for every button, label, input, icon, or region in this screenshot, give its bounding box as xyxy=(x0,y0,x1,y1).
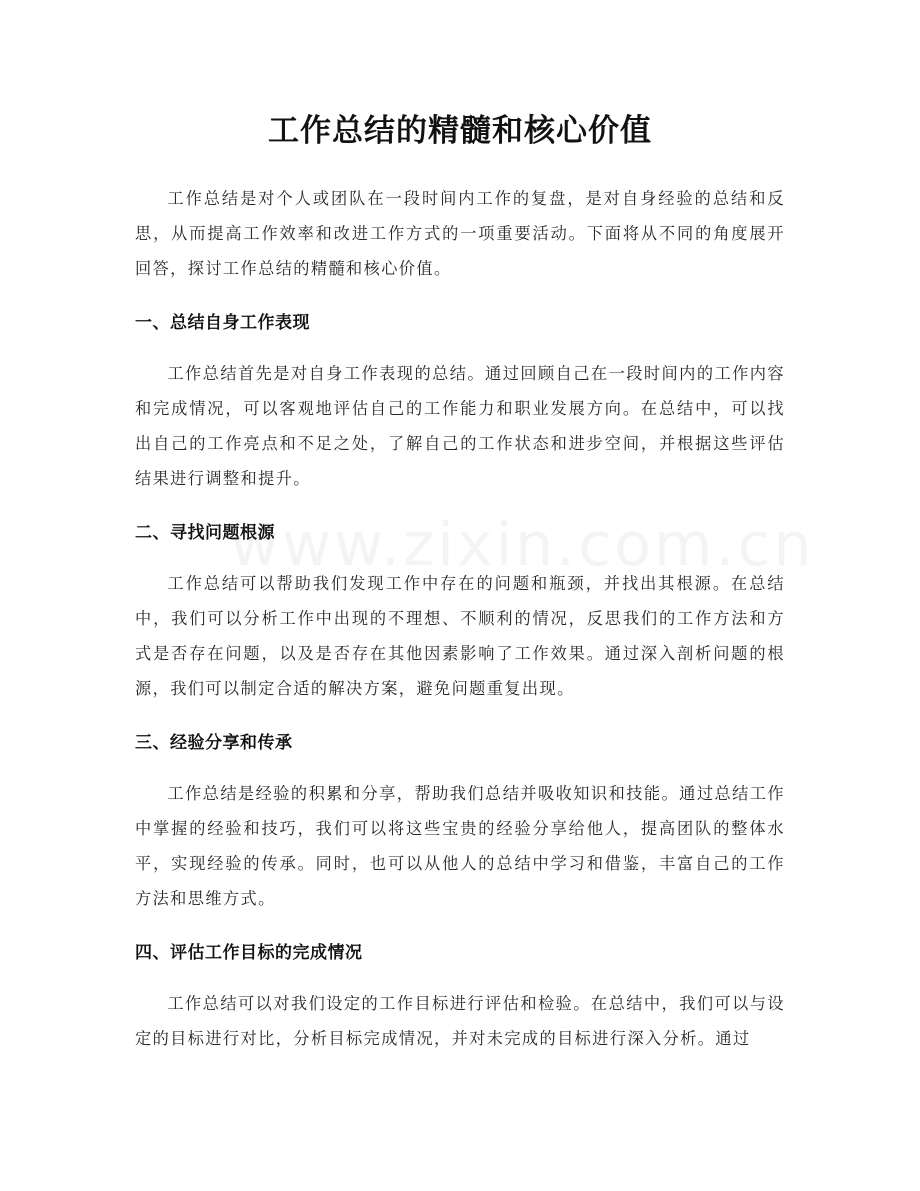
section-4 xyxy=(135,938,785,1056)
section-paragraph: 工作总结可以对我们设定的工作目标进行评估和检验。在总结中，我们可以与设定的目标进行对比，分析目标完成情况，并对未完成的目标进行深入分析。通过 xyxy=(135,994,785,1048)
document-title: 工作总结的精髓和核心价值 xyxy=(268,113,652,149)
section-paragraph: 工作总结是经验的积累和分享，帮助我们总结并吸收知识和技能。通过总结工作中掌握的经验和技巧，我们可以将这些宝贵的经验分享给他人，提高团队的整体水平，实现经验的传承。同时，也可以从他人的总结中学习和借鉴，丰富自己的工作方法和思维方式。 xyxy=(135,784,785,908)
section-3 xyxy=(135,728,785,916)
section-heading: 一、总结自身工作表现 xyxy=(135,313,310,333)
intro-paragraph: 工作总结是对个人或团队在一段时间内工作的复盘，是对自身经验的总结和反思，从而提高工作效率和改进工作方式的一项重要活动。下面将从不同的角度展开回答，探讨工作总结的精髓和核心价值。 xyxy=(135,189,785,278)
section-heading: 四、评估工作目标的完成情况 xyxy=(135,943,363,963)
section-1 xyxy=(135,308,785,496)
section-heading: 三、经验分享和传承 xyxy=(135,733,293,753)
section-paragraph: 工作总结首先是对自身工作表现的总结。通过回顾自己在一段时间内的工作内容和完成情况，可以客观地评估自己的工作能力和职业发展方向。在总结中，可以找出自己的工作亮点和不足之处，了解自己的工作状态和进步空间，并根据这些评估结果进行调整和提升。 xyxy=(135,364,785,488)
section-2 xyxy=(135,518,785,706)
section-paragraph: 工作总结可以帮助我们发现工作中存在的问题和瓶颈，并找出其根源。在总结中，我们可以分析工作中出现的不理想、不顺利的情况，反思我们的工作方法和方式是否存在问题，以及是否存在其他因素影响了工作效果。通过深入剖析问题的根源，我们可以制定合适的解决方案，避免问题重复出现。 xyxy=(135,574,785,698)
section-heading: 二、寻找问题根源 xyxy=(135,523,275,543)
